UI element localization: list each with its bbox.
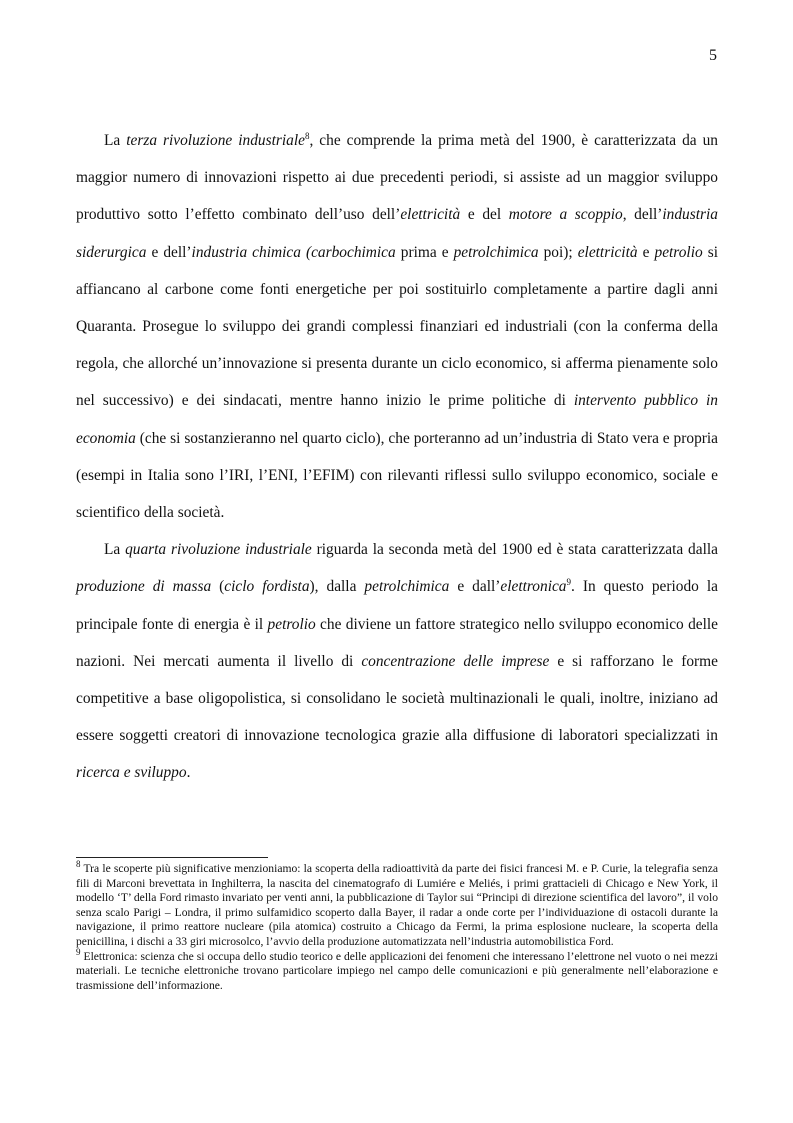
paragraph-quarta-rivoluzione [76,531,718,791]
text-run: prima e [395,243,454,261]
italic-term: industria siderurgica [76,206,718,261]
italic-term: ricerca e sviluppo [76,764,187,782]
italic-term: ciclo fordista [224,578,310,596]
italic-term: intervento pubblico in economia [76,392,718,447]
footnote-ref: 8 [304,130,310,141]
text-run: e si rafforzano le forme competitive a base oligopolistica, si consolidano le società multinazionali le quali, inoltre, iniziano ad essere soggetti creatori di innovazione tecnologica grazie alla diffusione di laboratori specializzati in [76,652,718,745]
footnote-mark: 8 [76,859,81,870]
italic-term: quarta rivoluzione industriale [125,541,312,559]
text-run: La [104,132,127,149]
italic-term: elettronica [500,578,567,596]
text-run: . [186,764,191,782]
footnote-9 [76,946,718,994]
footnote-mark: 9 [76,946,81,957]
paragraph-terza-rivoluzione [76,122,718,531]
footnotes [76,859,718,993]
footnote-8 [76,859,718,950]
text-run: e dell’ [146,243,192,261]
footnote-separator [76,857,268,858]
italic-term: petrolchimica [453,243,539,261]
text-run: , che comprende la prima metà del 1900, è caratterizzata da un maggior numero di innovazioni rispetto ai due precedenti periodi, si assiste ad un maggior sviluppo produttivo sotto l’effetto combinato dell’uso dell’ [76,132,718,224]
page-number: 5 [709,47,717,64]
italic-term: petrolchimica [364,578,450,596]
text-run: e dall’ [449,578,501,596]
text-run: . In questo periodo la principale fonte di energia è il [76,578,718,633]
text-run: poi); [538,243,578,261]
text-run: si affiancano al carbone come fonti energetiche per poi sostituirlo completamente a partire dagli anni Quaranta. Prosegue lo sviluppo dei grandi complessi finanziari ed industriali (con la conferma della regola, che allorché un’innovazione si presenta durante un ciclo economico, si afferma pienamente solo nel successivo) e dei sindacati, mentre hanno inizio le prime politiche di [76,243,718,410]
text-run: e del [460,206,509,224]
italic-term: elettricità [577,243,638,261]
body-text [76,122,718,792]
footnote-text: Tra le scoperte più significative menzioniamo: la scoperta della radioattività da parte dei fisici francesi M. e P. Curie, la telegrafia senza fili di Marconi brevettata in Inghilterra, la nascita del cinematografo di Lumiére e Meliés, i primi grattacieli di Chicago e New York, il modello ‘T’ della Ford rimasto invariato per venti anni, la pubblicazione di Taylor sui “Principi di direzione scientifica del lavoro”, il volo senza scalo Parigi – Londra, il primo sulfamidico scoperto dalla Bayer, il radar a onde corte per l’individuazione di ostacoli durante la navigazione, il primo reattore nucleare (pila atomica) costruito a Chicago da Fermi, la prima esplosione nucleare, la scoperta della penicillina, i dischi a 33 giri microsolco, l’avvio della produzione automatizzata nell’industria automobilistica Ford. [76,862,718,948]
italic-term: motore a scoppio [508,206,623,224]
italic-term: terza rivoluzione industriale [126,132,305,149]
italic-term: elettricità [400,206,461,224]
italic-term: industria chimica (carbochimica [191,243,396,261]
text-run: riguarda la seconda metà del 1900 ed è stata caratterizzata dalla [311,541,718,559]
text-run: ), dalla [309,578,365,596]
text-run: e [637,243,655,261]
footnote-text: Elettronica: scienza che si occupa dello studio teorico e delle applicazioni dei fenomeni che interessano l’elettrone nel vuoto o nei mezzi materiali. Le tecniche elettroniche trovano particolare impiego nel campo delle comunicazioni e più generalmente nell’elaborazione e trasmissione dell’informazione. [76,949,718,992]
italic-term: petrolio [654,243,703,261]
text-run: La [104,541,126,559]
text-run: che diviene un fattore strategico nello sviluppo economico delle nazioni. Nei mercati aumenta il livello di [76,615,719,670]
text-run: (che si sostanzieranno nel quarto ciclo), che porteranno ad un’industria di Stato vera e propria (esempi in Italia sono l’IRI, l’ENI, l’EFIM) con rilevanti riflessi sullo sviluppo economico, sociale e scientifico della società. [76,429,718,522]
italic-term: concentrazione delle imprese [361,652,550,670]
footnote-ref: 9 [566,577,571,588]
text-run: ( [211,578,225,596]
text-run: , dell’ [622,206,663,224]
italic-term: petrolio [267,615,316,633]
italic-term: produzione di massa [76,578,212,596]
